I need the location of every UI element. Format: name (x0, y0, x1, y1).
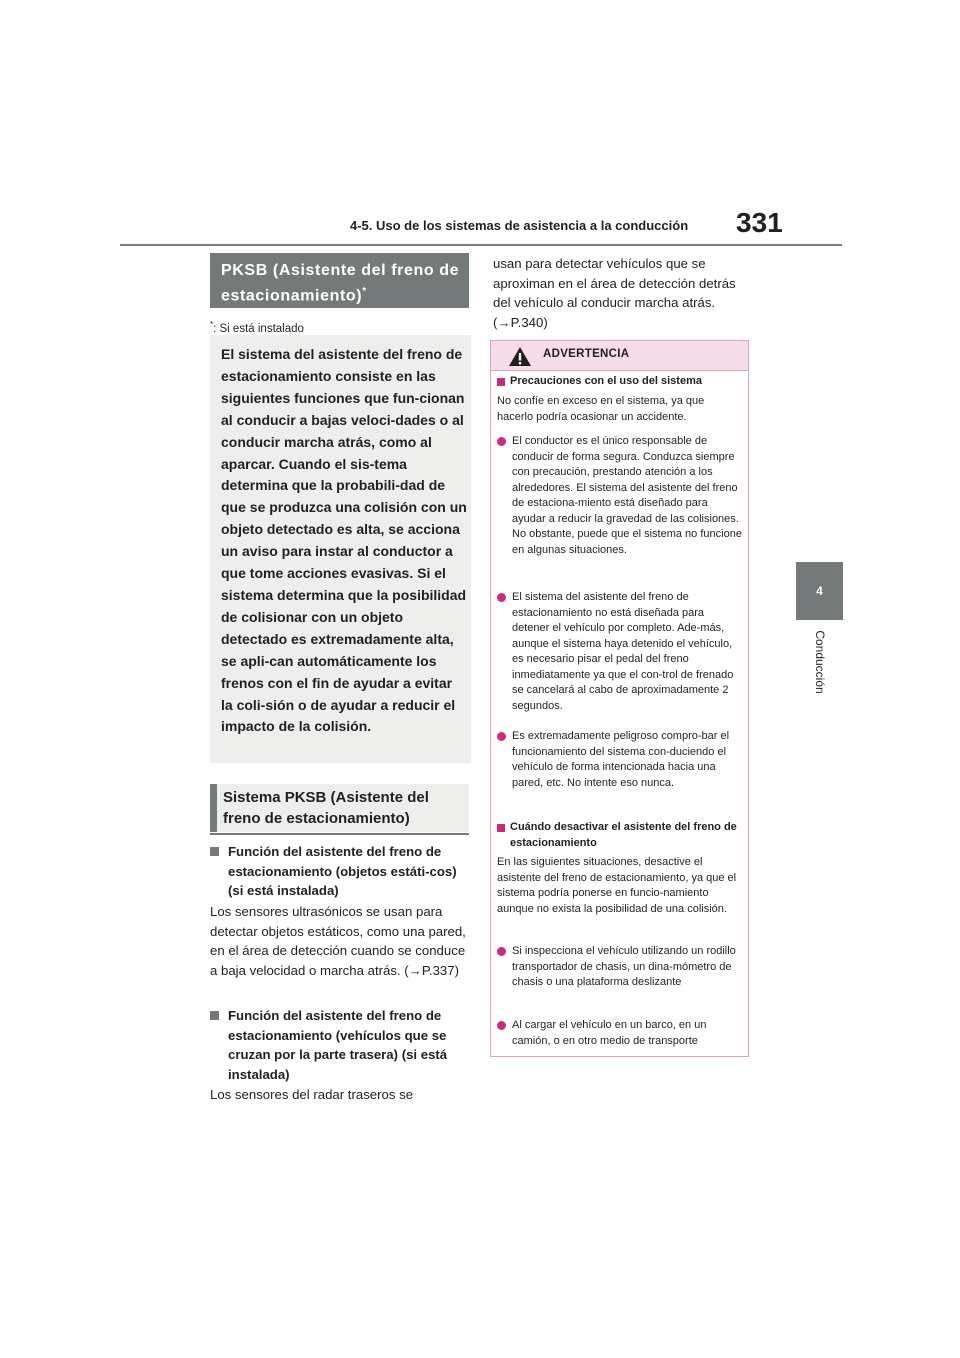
section-title: PKSB (Asistente del freno de estacionamiento) (221, 262, 460, 305)
square-bullet-icon (210, 1011, 219, 1020)
circle-bullet-icon (497, 1021, 506, 1030)
circle-bullet-icon (497, 732, 506, 741)
warning-section-text: En las siguientes situaciones, desactive el asistente del freno de estacionamiento, ya que el sistema podría ponerse en funcio-namiento aunque no exista la posibilidad de una colisión. (497, 856, 737, 915)
chapter-tab-label: Conducción (813, 630, 827, 694)
chapter-header: 4-5. Uso de los sistemas de asistencia a la conducción (350, 218, 689, 233)
warning-triangle-icon (508, 346, 532, 372)
subsection-title: Sistema PKSB (Asistente del freno de estacionamiento) (223, 789, 429, 827)
page-number: 331 (736, 207, 783, 238)
circle-bullet-icon (497, 593, 506, 602)
intro-text: El sistema del asistente del freno de estacionamiento consiste en las siguientes funciones que fun-cionan al conducir a bajas veloci-dades o al conducir marcha atrás, como al aparcar. Cuando el sis-tema determina que la probabili-dad de que se produzca una colisión con un objeto detectado es alta, se acciona un aviso para instar al conductor a que tome acciones evasivas. Si el sistema determina que la posibilidad de colisionar con un objeto detectado es extremadamente alta, se apli-can automáticamente los frenos con el fin de ayudar a evitar la coli-sión o de ayudar a reducir el impacto de la colisión. (221, 346, 467, 735)
subsection-title-box (210, 784, 469, 832)
square-bullet-icon (497, 378, 505, 386)
warning-section-text: No confíe en exceso en el sistema, ya que hacerlo podría ocasionar un accidente. (497, 395, 705, 423)
circle-bullet-icon (497, 437, 506, 446)
footnote: *: Si está instalado (210, 320, 304, 335)
function-body-static: Los sensores ultrasónicos se usan para detectar objetos estáticos, como una pared, en el área de detección cuando se conduce a baja velocidad o marcha atrás. (→P.337) (210, 904, 466, 978)
subsection-divider (210, 833, 469, 835)
warning-title: ADVERTENCIA (543, 348, 630, 360)
circle-bullet-icon (497, 947, 506, 956)
chapter-tab[interactable]: 4 (796, 562, 843, 620)
continuation-text: usan para detectar vehículos que se aproximan en el área de detección detrás del vehículo al conducir marcha atrás. (→P.340) (493, 256, 736, 330)
square-bullet-icon (210, 847, 219, 856)
section-title-box: PKSB (Asistente del freno de estacionamiento)* (210, 253, 469, 308)
header-divider (120, 244, 842, 246)
function-body-cross: Los sensores del radar traseros se (210, 1087, 414, 1102)
intro-box (210, 335, 471, 763)
square-bullet-icon (497, 824, 505, 832)
